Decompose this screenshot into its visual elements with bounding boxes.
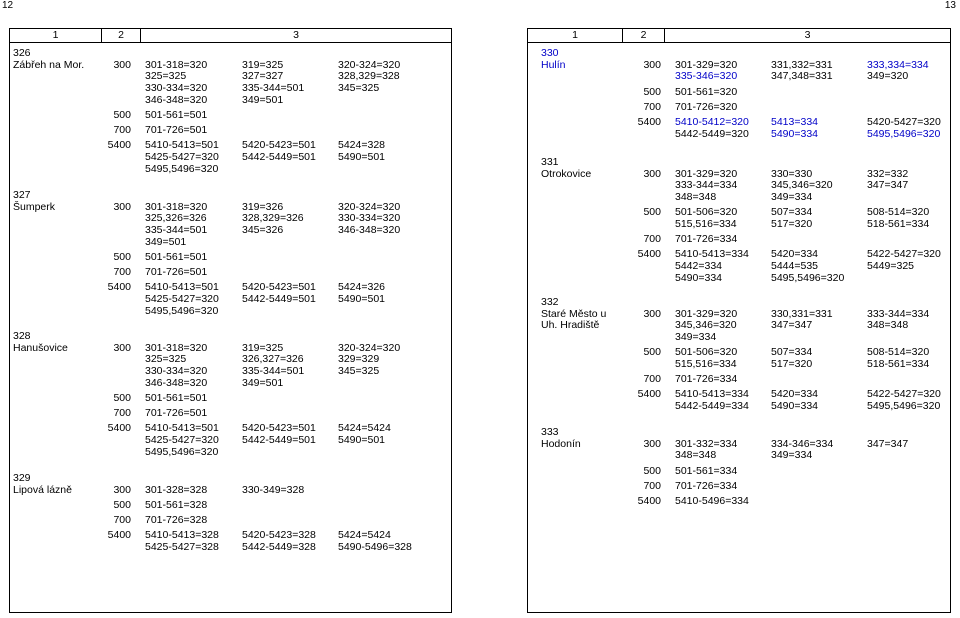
mapping-cell: 335-344=501 [242,365,305,378]
mapping-cell: 5444=535 [771,260,819,272]
code-group [528,87,950,99]
mapping-cell: 347=347 [867,179,909,192]
section-number: 329 [13,472,31,484]
code-label: 500 [643,85,661,98]
code-groups [10,202,451,318]
mapping-cell: 345,346=320 [771,179,833,192]
location-name: Zábřeh na Mor. [13,58,85,71]
header-col-1: 1 [10,29,102,42]
mapping-cell: 319=325 [242,58,284,71]
mapping-cell: 5490=334 [771,400,819,412]
code-label: 700 [113,266,131,279]
code-label: 500 [643,346,661,359]
mapping-cell: 349=334 [771,449,813,462]
mapping-row [10,366,451,378]
mapping-cell: 5420-5423=501 [242,422,316,435]
mapping-row [10,164,451,176]
code-label: 500 [113,498,131,511]
header-col-1: 1 [528,29,623,42]
mapping-cell: 5495,5496=320 [771,271,845,284]
mapping-cell: 5420=334 [771,248,819,261]
mapping-cell: 332=332 [867,167,909,180]
section-number: 331 [541,156,559,168]
mapping-cell: 517=320 [771,357,813,370]
code-label: 5400 [107,281,131,294]
code-group [528,481,950,493]
mapping-cell: 5495,5496=320 [145,162,219,175]
mapping-row [10,95,451,107]
mapping-cell: 347=347 [771,319,813,332]
mapping-cell: 326,327=326 [242,353,304,366]
mapping-cell: 301-329=320 [675,307,738,320]
mapping-cell: 328,329=326 [242,212,304,225]
mapping-cell: 5442-5449=501 [242,293,316,305]
mapping-cell: 348=348 [867,319,909,332]
mapping-cell: 701-726=501 [145,266,208,279]
code-group [528,309,950,344]
mapping-cell: 5442-5449=501 [242,151,316,163]
mapping-row [10,306,451,318]
mapping-cell: 348=348 [675,449,717,462]
code-group [528,496,950,508]
code-label: 700 [643,233,661,246]
mapping-cell: 5490-5496=328 [338,540,412,553]
mapping-cell: 5410-5496=334 [675,494,749,507]
code-group [10,140,451,175]
mapping-cell: 5449=325 [867,260,915,272]
header-col-3: 3 [293,29,299,41]
mapping-cell: 5422-5427=320 [867,388,941,401]
mapping-cell: 349=334 [771,191,813,204]
code-group [10,408,451,420]
mapping-cell: 5424=5424 [338,529,391,542]
mapping-cell: 701-726=334 [675,373,738,386]
mapping-cell: 5420-5423=501 [242,281,316,294]
mapping-cell: 5442-5449=328 [242,540,316,553]
code-group [528,249,950,284]
mapping-cell: 333-344=334 [675,179,738,192]
mapping-cell: 330-334=320 [338,212,401,225]
code-group [528,207,950,230]
mapping-cell: 346-348=320 [145,93,208,106]
mapping-cell: 349=501 [242,93,284,106]
mapping-cell: 331,332=331 [771,58,833,71]
mapping-row [528,219,950,231]
mapping-cell: 301-329=320 [675,58,738,71]
code-label: 300 [113,483,131,496]
mapping-row [10,447,451,459]
code-label: 5400 [107,422,131,435]
mapping-cell: 349=501 [145,235,187,248]
mapping-row [10,125,451,137]
mapping-cell: 5490=334 [771,127,819,140]
mapping-cell: 334-346=334 [771,437,834,450]
mapping-cell: 508-514=320 [867,206,930,219]
mapping-row [528,320,950,332]
code-label: 5400 [107,139,131,152]
header-col-3: 3 [804,29,811,41]
mapping-row [528,374,950,386]
mapping-cell: 5442-5449=501 [242,434,316,446]
mapping-cell: 5410-5413=328 [145,529,219,542]
mapping-cell: 5442-5449=320 [675,127,749,140]
code-label: 300 [643,307,661,320]
location-name: Hodonín [541,437,581,450]
mapping-cell: 335-346=320 [675,70,738,83]
header-col-2: 2 [102,29,141,42]
mapping-cell: 330-334=320 [145,365,208,378]
mapping-cell: 501-561=334 [675,464,738,477]
code-label: 500 [113,391,131,404]
mapping-row [528,129,950,141]
code-label: 5400 [637,115,661,128]
code-groups [528,309,950,413]
code-group [10,485,451,497]
mapping-cell: 330,331=331 [771,307,833,320]
mapping-cell: 5425-5427=320 [145,434,219,446]
code-group [10,530,451,553]
mapping-row [10,378,451,390]
code-label: 700 [113,407,131,420]
mapping-cell: 5425-5427=328 [145,540,219,553]
mapping-row [528,401,950,413]
code-label: 5400 [107,529,131,542]
mapping-cell: 335-344=501 [145,224,208,237]
mapping-cell: 701-726=320 [675,100,738,113]
page-number-left: 12 [2,0,14,11]
mapping-cell: 701-726=501 [145,407,208,420]
mapping-cell: 301-318=320 [145,341,208,354]
code-label: 500 [643,464,661,477]
mapping-row [10,515,451,527]
mapping-cell: 5425-5427=320 [145,293,219,305]
code-label: 700 [113,514,131,527]
mapping-row [10,542,451,554]
code-label: 300 [113,200,131,213]
page-number-right: 13 [944,0,956,11]
mapping-cell: 5490=334 [675,271,723,284]
mapping-row [10,83,451,95]
code-label: 500 [113,250,131,263]
mapping-cell: 5420=334 [771,388,819,401]
code-group [528,439,950,462]
section-number: 326 [13,47,31,59]
mapping-cell: 330=330 [771,167,813,180]
mapping-cell: 5490=501 [338,293,386,305]
mapping-cell: 5424=326 [338,281,386,294]
mapping-cell: 501-561=501 [145,250,208,263]
mapping-cell: 701-726=334 [675,479,738,492]
mapping-row [528,87,950,99]
mapping-cell: 346-348=320 [338,224,401,237]
mapping-cell: 5442-5449=334 [675,400,749,412]
mapping-cell: 5420-5423=328 [242,529,316,542]
mapping-cell: 5495,5496=320 [145,445,219,458]
code-group [10,282,451,317]
code-label: 500 [643,206,661,219]
mapping-cell: 345=326 [242,224,284,237]
mapping-row [528,439,950,451]
code-label: 700 [643,100,661,113]
mapping-cell: 507=334 [771,206,813,219]
code-label: 700 [113,124,131,137]
mapping-cell: 348=348 [675,191,717,204]
code-label: 300 [643,437,661,450]
code-group [10,125,451,137]
code-groups [528,439,950,508]
code-group [528,169,950,204]
code-group [528,60,950,83]
mapping-row [10,435,451,447]
mapping-cell: 330-349=328 [242,483,305,496]
mapping-cell: 501-561=320 [675,85,738,98]
mapping-row [528,117,950,129]
mapping-cell: 327=327 [242,70,284,83]
mapping-row [10,237,451,249]
mapping-row [10,500,451,512]
mapping-cell: 301-318=320 [145,58,208,71]
code-group [10,423,451,458]
code-group [528,102,950,114]
code-label: 5400 [637,248,661,261]
mapping-cell: 5490=501 [338,434,386,446]
location-name: Uh. Hradiště [541,319,600,332]
mapping-cell: 349=320 [867,70,909,83]
mapping-cell: 320-324=320 [338,341,401,354]
mapping-cell: 335-344=501 [242,82,305,95]
mapping-cell: 347,348=331 [771,70,833,83]
code-label: 500 [113,108,131,121]
mapping-row [528,496,950,508]
mapping-cell: 5495,5496=320 [867,127,941,140]
code-group [528,347,950,370]
mapping-cell: 701-726=328 [145,514,208,527]
mapping-cell: 501-561=501 [145,108,208,121]
code-groups [528,60,950,141]
mapping-cell: 5420-5423=501 [242,139,316,152]
mapping-cell: 5442=334 [675,260,723,272]
mapping-row [10,343,451,355]
mapping-row [528,71,950,83]
table-body [528,29,950,612]
mapping-table-right [527,28,951,613]
mapping-row [10,110,451,122]
mapping-cell: 333,334=334 [867,58,929,71]
mapping-row [10,354,451,366]
mapping-cell: 501-561=501 [145,391,208,404]
code-label: 700 [643,373,661,386]
mapping-cell: 5410-5413=334 [675,388,749,401]
mapping-row [528,180,950,192]
mapping-cell: 301-328=328 [145,483,208,496]
location-name: Šumperk [13,200,56,213]
code-group [10,343,451,390]
code-group [528,389,950,412]
mapping-cell: 319=325 [242,341,284,354]
mapping-cell: 329=329 [338,353,380,366]
mapping-row [528,102,950,114]
location-name: Lipová lázně [13,483,72,496]
code-label: 300 [643,58,661,71]
mapping-row [10,485,451,497]
mapping-cell: 517=320 [771,217,813,230]
code-group [10,267,451,279]
mapping-cell: 5424=5424 [338,422,391,435]
header-col-2: 2 [623,29,665,42]
mapping-cell: 5495,5496=320 [145,304,219,317]
mapping-cell: 507=334 [771,346,813,359]
mapping-cell: 5425-5427=320 [145,151,219,163]
mapping-cell: 701-726=501 [145,124,208,137]
mapping-cell: 346-348=320 [145,376,208,389]
code-label: 300 [113,341,131,354]
code-label: 700 [643,479,661,492]
mapping-row [528,273,950,285]
section-number: 328 [13,330,31,342]
mapping-cell: 320-324=320 [338,200,401,213]
code-groups [10,60,451,176]
mapping-row [528,359,950,371]
mapping-cell: 301-329=320 [675,167,738,180]
code-label: 5400 [637,388,661,401]
mapping-cell: 325,326=326 [145,212,207,225]
mapping-cell: 349=334 [675,331,717,344]
mapping-row [528,450,950,462]
mapping-cell: 701-726=334 [675,233,738,246]
code-groups [10,485,451,554]
mapping-row [528,481,950,493]
mapping-cell: 301-332=334 [675,437,738,450]
code-group [528,234,950,246]
code-group [528,117,950,140]
mapping-cell: 5410-5413=501 [145,422,219,435]
code-group [528,466,950,478]
code-group [10,60,451,107]
mapping-row [10,71,451,83]
mapping-cell: 349=501 [242,376,284,389]
mapping-row [10,267,451,279]
mapping-cell: 501-506=320 [675,346,738,359]
mapping-cell: 518-561=334 [867,217,930,230]
mapping-table-left [9,28,452,613]
location-name: Hulín [541,58,566,71]
code-group [10,110,451,122]
mapping-row [10,393,451,405]
section-number: 332 [541,296,559,308]
mapping-row [528,261,950,273]
code-group [10,252,451,264]
mapping-cell: 501-506=320 [675,206,738,219]
mapping-cell: 345=325 [338,82,380,95]
mapping-cell: 5410-5412=320 [675,115,749,128]
mapping-cell: 347=347 [867,437,909,450]
mapping-cell: 345=325 [338,365,380,378]
mapping-cell: 501-561=328 [145,498,208,511]
mapping-cell: 328,329=328 [338,70,400,83]
table-body [10,29,451,612]
code-label: 5400 [637,494,661,507]
mapping-row [10,152,451,164]
mapping-cell: 5490=501 [338,151,386,163]
mapping-row [528,234,950,246]
mapping-row [10,294,451,306]
mapping-cell: 301-318=320 [145,200,208,213]
section-number: 333 [541,426,559,438]
mapping-cell: 515,516=334 [675,357,737,370]
mapping-row [10,408,451,420]
code-group [10,515,451,527]
mapping-cell: 5413=334 [771,115,819,128]
mapping-cell: 5495,5496=320 [867,400,941,412]
code-group [10,202,451,249]
code-group [10,500,451,512]
location-name: Otrokovice [541,167,592,180]
mapping-cell: 5410-5413=501 [145,281,219,294]
mapping-cell: 333-344=334 [867,307,930,320]
mapping-cell: 5420-5427=320 [867,115,941,128]
mapping-cell: 5422-5427=320 [867,248,941,261]
mapping-row [528,466,950,478]
mapping-cell: 319=326 [242,200,284,213]
code-group [10,393,451,405]
mapping-cell: 5410-5413=501 [145,139,219,152]
code-groups [528,169,950,285]
location-name: Hanušovice [13,341,68,354]
mapping-cell: 325=325 [145,353,187,366]
section-number: 327 [13,189,31,201]
code-groups [10,343,451,459]
code-label: 300 [643,167,661,180]
code-group [528,374,950,386]
mapping-cell: 325=325 [145,70,187,83]
mapping-row [528,192,950,204]
mapping-cell: 515,516=334 [675,217,737,230]
location-name: Staré Město u [541,307,607,320]
mapping-row [10,225,451,237]
mapping-row [528,332,950,344]
section-number: 330 [541,47,559,59]
code-label: 300 [113,58,131,71]
mapping-cell: 5424=328 [338,139,386,152]
mapping-cell: 320-324=320 [338,58,401,71]
mapping-cell: 508-514=320 [867,346,930,359]
mapping-cell: 330-334=320 [145,82,208,95]
mapping-row [10,252,451,264]
mapping-cell: 5410-5413=334 [675,248,749,261]
mapping-cell: 518-561=334 [867,357,930,370]
mapping-cell: 345,346=320 [675,319,737,332]
